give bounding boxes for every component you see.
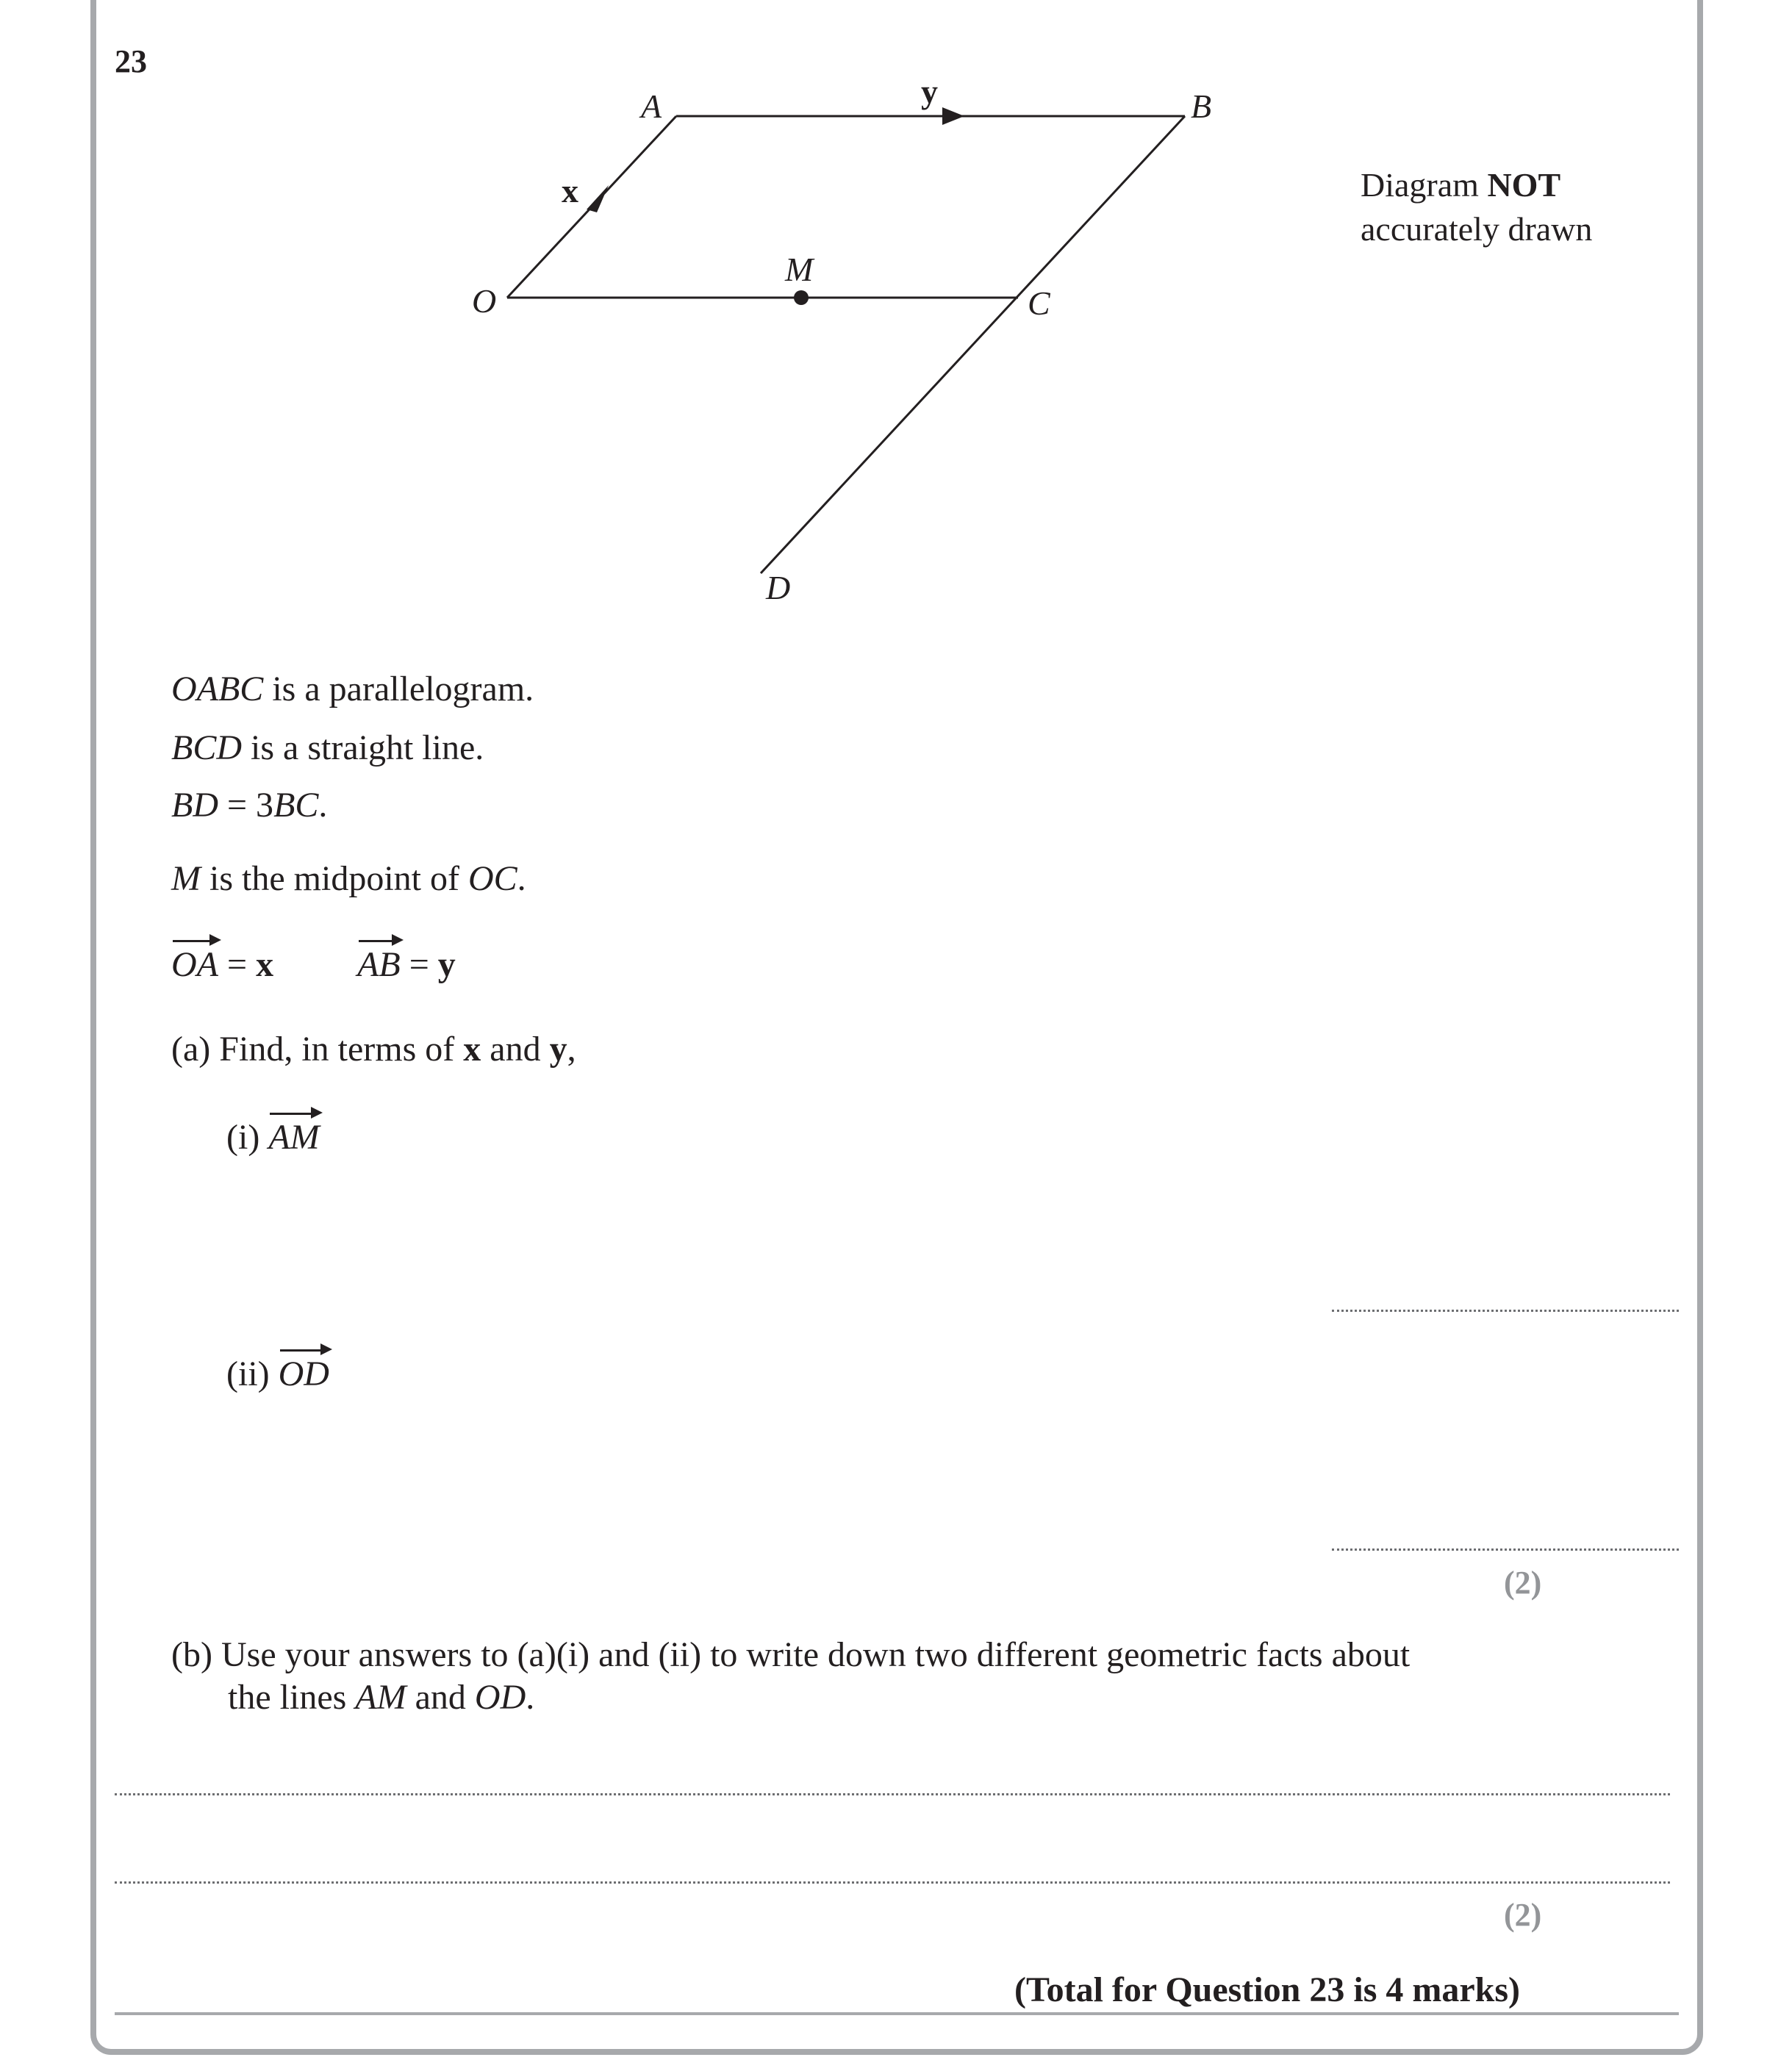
- diagram-note: [1361, 163, 1592, 251]
- stmt2-text: is a straight line.: [242, 728, 484, 767]
- answer-line-a-i[interactable]: [1332, 1310, 1679, 1312]
- stmt1-text: is a parallelogram.: [263, 670, 534, 708]
- answer-line-b-2[interactable]: [115, 1881, 1670, 1884]
- part-a-x: x: [463, 1030, 481, 1069]
- answer-line-b-1[interactable]: [115, 1793, 1670, 1795]
- arrow-y: [942, 107, 964, 125]
- part-a-label: (a): [171, 1030, 211, 1069]
- arrow-x: [587, 185, 609, 212]
- part-a-comma: ,: [567, 1030, 576, 1069]
- vector-ab: AB: [357, 945, 401, 984]
- part-a-ii-label: (ii): [226, 1354, 270, 1393]
- part-a-y: y: [549, 1030, 567, 1069]
- label-D: D: [766, 569, 791, 606]
- part-a-i: [226, 1117, 320, 1158]
- part-b-line1: Use your answers to (a)(i) and (ii) to write down two different geometric facts about: [221, 1635, 1411, 1674]
- part-b-end: .: [526, 1678, 535, 1717]
- label-B: B: [1191, 87, 1212, 125]
- part-a-and: and: [481, 1030, 550, 1069]
- line-BD: [761, 116, 1185, 573]
- vector-definitions: [171, 944, 456, 985]
- marks-part-b: (2): [1504, 1897, 1542, 1933]
- part-b-line2-a: the lines: [228, 1678, 356, 1717]
- part-b-and: and: [406, 1678, 475, 1717]
- stmt3-var2: BC: [273, 786, 319, 825]
- point-M: [794, 290, 809, 305]
- vector-am: AM: [268, 1118, 320, 1157]
- diagram-note-line2: accurately drawn: [1361, 210, 1593, 248]
- label-A: A: [641, 87, 662, 125]
- vector-oa: OA: [171, 945, 218, 984]
- part-b-prompt: [171, 1634, 1410, 1675]
- stmt4-end: .: [517, 859, 526, 898]
- stmt1-var: OABC: [171, 670, 264, 708]
- vector-eq1: =: [218, 945, 257, 984]
- stmt3-var1: BD: [171, 786, 218, 825]
- part-a-prompt: [171, 1029, 576, 1069]
- stmt4-var2: OC: [467, 859, 517, 898]
- diagram-note-not: NOT: [1487, 166, 1561, 204]
- total-marks: (Total for Question 23 is 4 marks): [1014, 1970, 1521, 2009]
- statement-bd: [171, 785, 327, 825]
- question-number: 23: [115, 43, 147, 79]
- vector-diagram: [0, 0, 1792, 661]
- vector-y: y: [437, 945, 456, 984]
- part-b-am: AM: [355, 1678, 406, 1717]
- stmt4-var1: M: [171, 859, 201, 898]
- label-M: M: [785, 251, 814, 288]
- stmt4-mid: is the midpoint of: [200, 859, 468, 898]
- answer-line-a-ii[interactable]: [1332, 1548, 1679, 1551]
- bottom-rule: [115, 2012, 1679, 2015]
- stmt3-mid: = 3: [218, 786, 274, 825]
- statement-midpoint: [171, 858, 526, 899]
- vector-x: x: [256, 945, 274, 984]
- marks-part-a: (2): [1504, 1565, 1542, 1601]
- stmt2-var: BCD: [171, 728, 242, 767]
- part-b-label: (b): [171, 1635, 212, 1674]
- statement-parallelogram: [171, 669, 534, 709]
- part-b-line2: [228, 1677, 534, 1718]
- label-x: x: [562, 172, 578, 209]
- part-a-ii: [226, 1354, 329, 1394]
- diagram-note-prefix: Diagram: [1361, 166, 1488, 204]
- part-a-text: Find, in terms of: [219, 1030, 464, 1069]
- label-O: O: [472, 282, 497, 320]
- vector-eq2: =: [400, 945, 438, 984]
- part-b-od: OD: [474, 1678, 526, 1717]
- stmt3-end: .: [318, 786, 328, 825]
- label-C: C: [1028, 284, 1050, 322]
- part-a-i-label: (i): [226, 1118, 260, 1157]
- label-y: y: [921, 73, 938, 110]
- vector-od: OD: [278, 1354, 329, 1393]
- statement-straight-line: [171, 728, 484, 768]
